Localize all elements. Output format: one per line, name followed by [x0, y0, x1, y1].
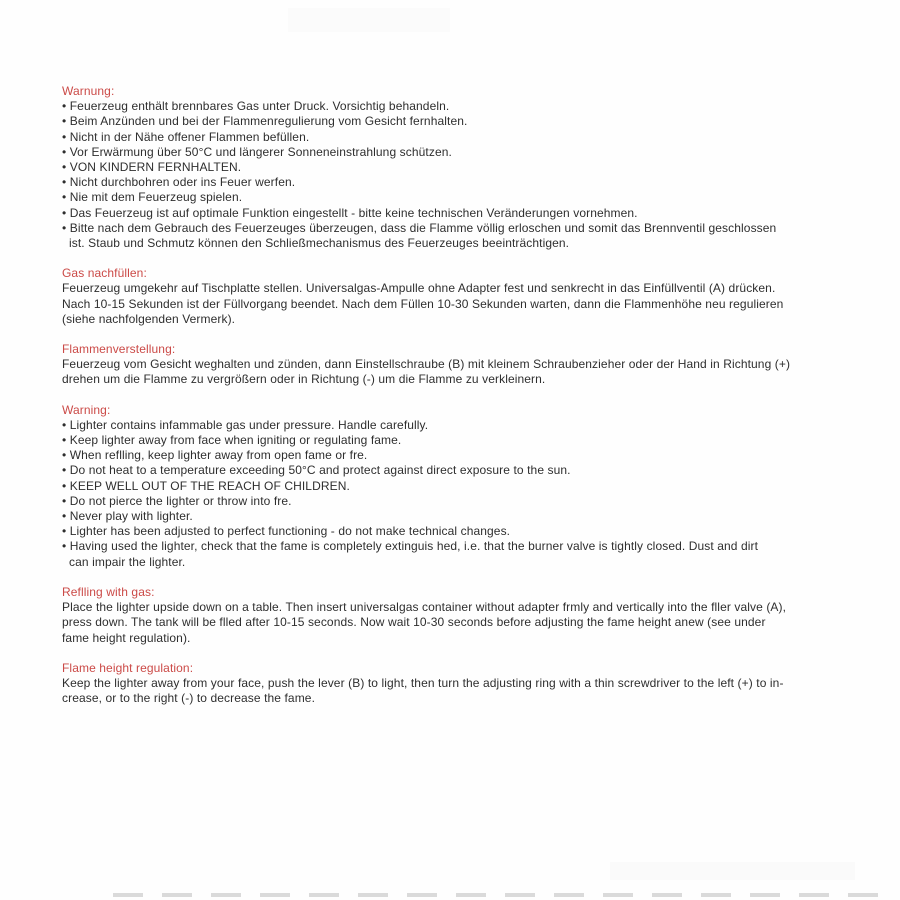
text-line: • Do not pierce the lighter or throw into fre.: [62, 493, 292, 508]
text-line: Feuerzeug umgekehr auf Tischplatte stellen. Universalgas-Ampulle ohne Adapter fest und senkrecht in das Einfüllventil (A) drücken.: [62, 281, 776, 296]
section-gas-nachf-llen: [62, 266, 860, 327]
text-line: Place the lighter upside down on a table. Then insert universalgas container without adapter frmly and vertically into the fller valve (A),: [62, 600, 787, 615]
perforation-dashes: [113, 893, 883, 897]
text-line: press down. The tank will be flled after 10-15 seconds. Now wait 10-30 seconds before adjusting the fame height anew (see under: [62, 615, 766, 630]
section-warnung: [62, 84, 860, 251]
text-line: • Nie mit dem Feuerzeug spielen.: [62, 190, 243, 205]
section-heading: Warning:: [62, 402, 111, 417]
text-line: • KEEP WELL OUT OF THE REACH OF CHILDREN.: [62, 478, 350, 493]
text-line: • Keep lighter away from face when igniting or regulating fame.: [62, 433, 402, 448]
text-line: • Feuerzeug enthält brennbares Gas unter Druck. Vorsichtig behandeln.: [62, 99, 450, 114]
section-heading: Flammenverstellung:: [62, 342, 176, 357]
text-line: • Bitte nach dem Gebrauch des Feuerzeuges überzeugen, dass die Flamme völlig erloschen und somit das Brennventil geschlossen: [62, 220, 777, 235]
text-line: (siehe nachfolgenden Vermerk).: [62, 311, 236, 326]
text-line: • Vor Erwärmung über 50°C und längerer Sonneneinstrahlung schützen.: [62, 144, 452, 159]
text-line: • Nicht durchbohren oder ins Feuer werfen.: [62, 175, 296, 190]
section-flammenverstellung: [62, 342, 860, 388]
text-line: • Never play with lighter.: [62, 509, 193, 524]
section-heading: Warnung:: [62, 84, 115, 98]
section-warning: [62, 403, 860, 570]
text-line: • Beim Anzünden und bei der Flammenregulierung vom Gesicht fernhalten.: [62, 114, 468, 129]
text-line: • Lighter has been adjusted to perfect functioning - do not make technical changes.: [62, 524, 511, 539]
section-heading: Reflling with gas:: [62, 584, 155, 599]
text-line: • Das Feuerzeug ist auf optimale Funktion eingestellt - bitte keine technischen Veränderungen vornehmen.: [62, 205, 638, 220]
text-line: ist. Staub und Schmutz können den Schließmechanismus des Feuerzeuges beeinträchtigen.: [69, 236, 570, 251]
scan-artifact-bottom: [610, 862, 855, 880]
section-heading: Flame height regulation:: [62, 660, 194, 675]
text-line: • Having used the lighter, check that the fame is completely extinguis hed, i.e. that the burner valve is tightly closed. Dust and dirt: [62, 539, 759, 554]
section-reflling-with-gas: [62, 585, 860, 646]
text-line: drehen um die Flamme zu vergrößern oder in Richtung (-) um die Flamme zu verkleinern.: [62, 372, 546, 387]
scan-artifact-top: [288, 8, 450, 32]
text-line: • Lighter contains infammable gas under pressure. Handle carefully.: [62, 417, 429, 432]
text-line: • VON KINDERN FERNHALTEN.: [62, 160, 242, 175]
text-line: fame height regulation).: [62, 630, 191, 645]
text-line: crease, or to the right (-) to decrease the fame.: [62, 691, 316, 706]
text-line: • Do not heat to a temperature exceeding 50°C and protect against direct exposure to the sun.: [62, 463, 571, 478]
text-line: • When reflling, keep lighter away from open fame or fre.: [62, 448, 368, 463]
section-flame-height-regulation: [62, 661, 860, 707]
text-line: • Nicht in der Nähe offener Flammen befüllen.: [62, 129, 310, 144]
section-heading: Gas nachfüllen:: [62, 266, 147, 281]
text-line: can impair the lighter.: [69, 554, 186, 569]
text-line: Nach 10-15 Sekunden ist der Füllvorgang beendet. Nach dem Füllen 10-30 Sekunden warten, dann die Flammenhöhe neu regulieren: [62, 296, 784, 311]
instruction-text: [62, 84, 860, 721]
text-line: Feuerzeug vom Gesicht weghalten und zünden, dann Einstellschraube (B) mit kleinem Schraubenzieher oder der Hand in Richtung (+): [62, 357, 791, 372]
text-line: Keep the lighter away from your face, push the lever (B) to light, then turn the adjusting ring with a thin screwdriver to the left (+) to in-: [62, 675, 784, 690]
